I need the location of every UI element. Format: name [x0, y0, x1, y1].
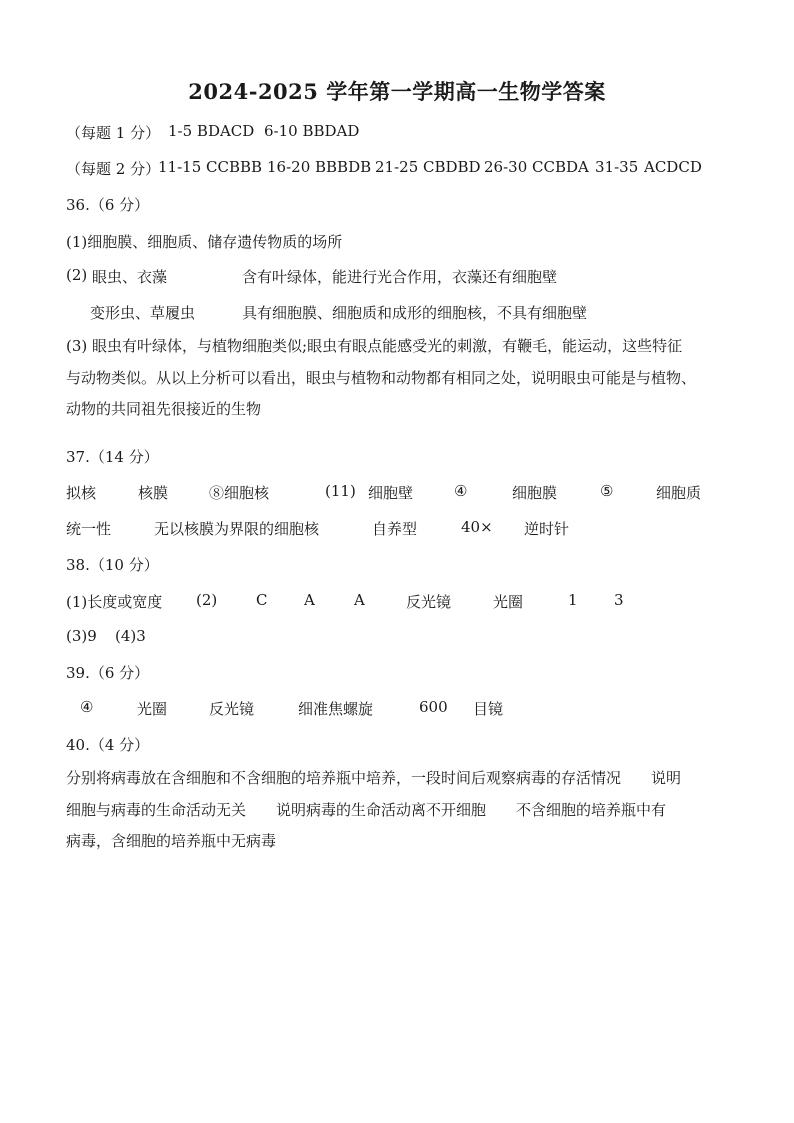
- mc-answer-group: 21-25 CBDBD: [375, 158, 481, 176]
- q39-answer: 反光镜: [209, 700, 255, 718]
- q36-part-3-line: 动物的共同祖先很接近的生物: [66, 400, 262, 418]
- mc-points-label: （每题 2 分）: [66, 160, 161, 178]
- q36-part-3-line: 与动物类似。从以上分析可以看出，眼虫与植物和动物都有相同之处，说明眼虫可能是与植物、: [66, 368, 697, 387]
- q37-answer: 细胞质: [656, 484, 702, 502]
- q40-answer: [66, 763, 730, 858]
- q39-answer: 600: [419, 698, 448, 716]
- q36-part-3-line: (3) 眼虫有叶绿体，与植物细胞类似;眼虫有眼点能感受光的刺激，有鞭毛，能运动，这些特征: [66, 337, 683, 355]
- mc-points-label: （每题 1 分）: [66, 124, 161, 142]
- q36-header: 36.（6 分）: [66, 196, 150, 214]
- q37-header: 37.（14 分）: [66, 448, 159, 466]
- q37-answer: 逆时针: [524, 520, 570, 538]
- page-title: 2024-2025 学年第一学期高一生物学答案: [188, 79, 606, 104]
- q36-reason: 具有细胞膜、细胞质和成形的细胞核，不具有细胞壁: [242, 304, 588, 322]
- q40-answer-line: 细胞与病毒的生命活动无关 说明病毒的生命活动离不开细胞 不含细胞的培养瓶中有: [66, 800, 667, 819]
- q36-reason: 含有叶绿体，能进行光合作用，衣藻还有细胞壁: [242, 268, 558, 286]
- q37-answer: 细胞壁: [368, 484, 414, 502]
- q40-answer-line: 病毒，含细胞的培养瓶中无病毒: [66, 832, 277, 850]
- q36-organisms: 眼虫、衣藻: [92, 268, 168, 286]
- q37-answer: ⑤: [600, 482, 614, 500]
- q40-answer-line: 分别将病毒放在含细胞和不含细胞的培养瓶中培养，一段时间后观察病毒的存活情况 说明: [66, 769, 682, 787]
- q39-answer: ④: [80, 698, 94, 716]
- q36-organisms: 变形虫、草履虫: [90, 304, 196, 322]
- q38-answer: 光圈: [493, 593, 524, 611]
- q37-answer: 细胞膜: [512, 484, 558, 502]
- mc-answer-group: 31-35: [595, 158, 639, 176]
- q36-part-1: (1)细胞膜、细胞质、储存遗传物质的场所: [66, 233, 343, 251]
- q39-answer: 目镜: [473, 700, 504, 718]
- q36-part-3: [66, 331, 730, 426]
- q38-answer: (1)长度或宽度: [66, 593, 163, 611]
- q37-answer: ⑧细胞核: [209, 484, 270, 502]
- q39-header: 39.（6 分）: [66, 664, 150, 682]
- q38-answer: 1: [568, 591, 578, 609]
- q37-answer: (11): [325, 482, 356, 500]
- q38-answer: A: [354, 591, 365, 609]
- q37-answer: 无以核膜为界限的细胞核: [154, 520, 320, 538]
- q38-answer: 反光镜: [406, 593, 452, 611]
- q37-answer: ④: [454, 482, 468, 500]
- q38-header: 38.（10 分）: [66, 556, 159, 574]
- q37-answer: 40×: [461, 518, 493, 536]
- mc-answer-group: 11-15 CCBBB: [158, 158, 263, 176]
- q38-answer: (4)3: [115, 627, 146, 645]
- q38-answer: A: [304, 591, 315, 609]
- q37-answer: 统一性: [66, 520, 112, 538]
- q38-answer: (2): [196, 591, 218, 609]
- q37-answer: 自养型: [372, 520, 418, 538]
- mc-answer-group: 26-30 CCBDA: [484, 158, 589, 176]
- mc-answer-group: 16-20 BBBDB: [267, 158, 372, 176]
- mc-answer-group: 1-5 BDACD: [168, 122, 255, 140]
- q39-answer: 光圈: [137, 700, 168, 718]
- q38-answer: (3)9: [66, 627, 97, 645]
- q37-answer: 核膜: [138, 484, 169, 502]
- q38-answer: 3: [614, 591, 624, 609]
- mc-answer-group: ACDCD: [644, 158, 702, 176]
- mc-answer-group: 6-10 BBDAD: [264, 122, 360, 140]
- q36-part-2-label: (2): [66, 266, 88, 284]
- q37-answer: 拟核: [66, 484, 97, 502]
- q38-answer: C: [256, 591, 268, 609]
- q40-header: 40.（4 分）: [66, 736, 150, 754]
- q39-answer: 细准焦螺旋: [298, 700, 374, 718]
